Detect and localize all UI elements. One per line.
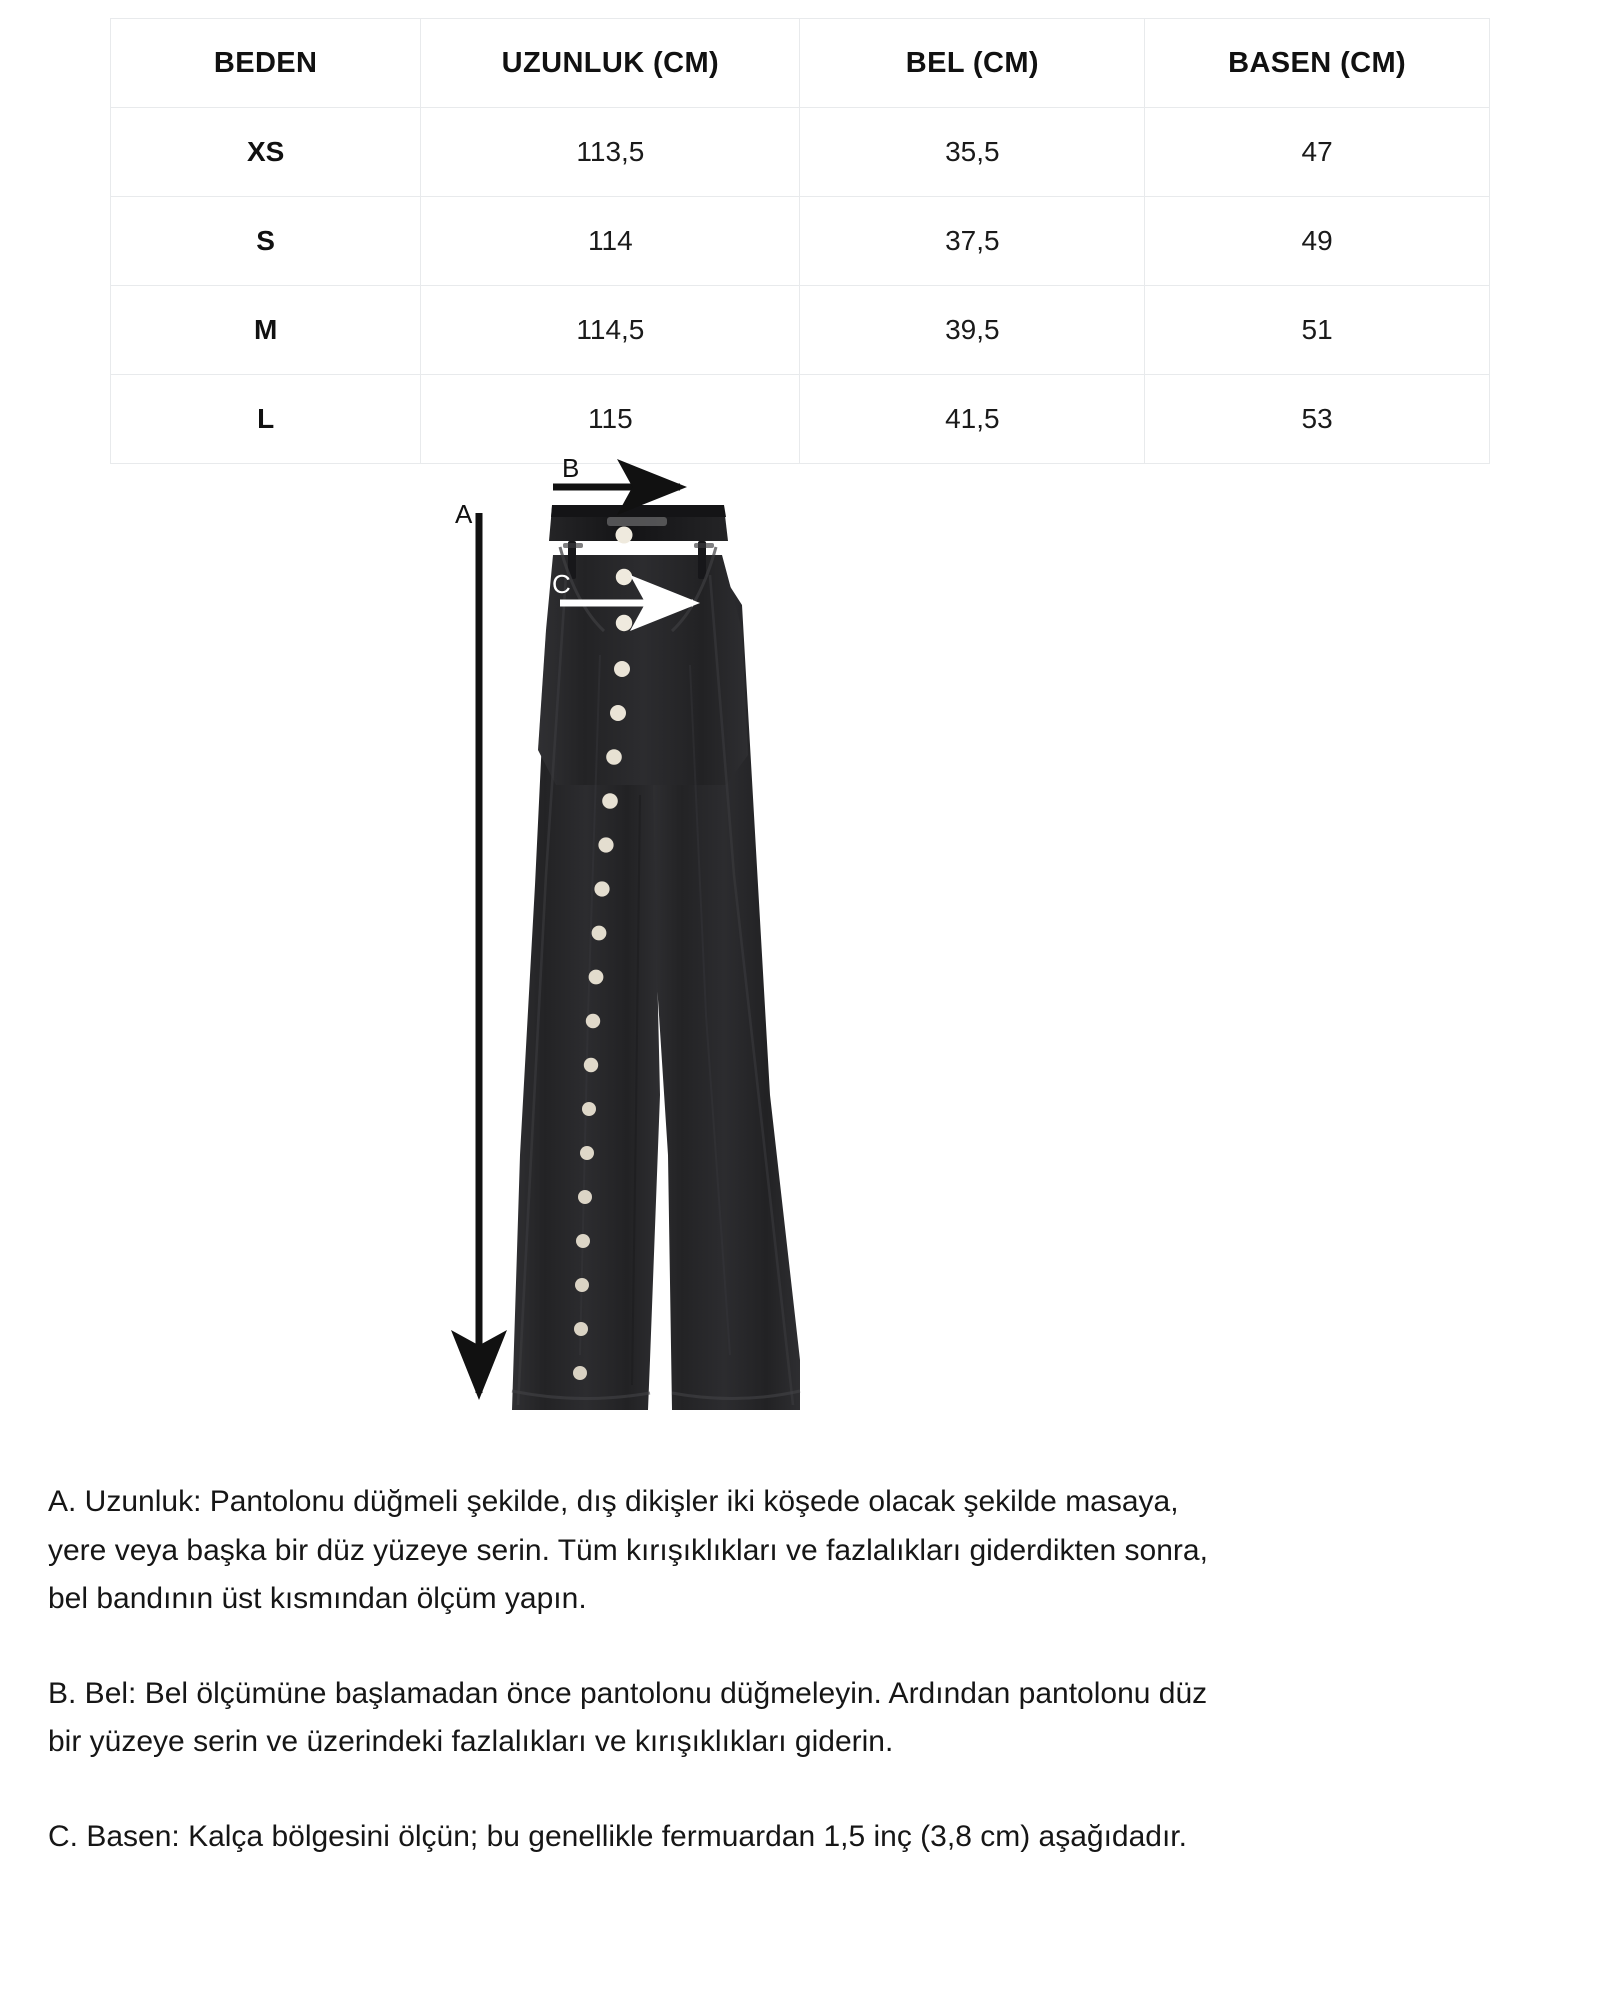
cell-waist: 41,5 [800,375,1145,464]
label-c: C [552,569,571,599]
cell-size: M [111,286,421,375]
column-header-bel: BEL (CM) [800,19,1145,108]
instruction-a: A. Uzunluk: Pantolonu düğmeli şekilde, dış dikişler iki köşede olacak şekilde masaya, yere veya başka bir düz yüzeye serin. Tüm kırışıklıkları ve fazlalıkları giderdikten sonra, bel bandının üst kısmından ölçüm yapın. [48,1485,1208,1616]
table-row [111,197,1490,286]
cell-length: 114,5 [421,286,800,375]
cell-hip: 51 [1145,286,1490,375]
cell-waist: 35,5 [800,108,1145,197]
table-header-row [111,19,1490,108]
size-chart-table-container [110,18,1490,464]
instruction-b: B. Bel: Bel ölçümüne başlamadan önce pantolonu düğmeleyin. Ardından pantolonu düz bir yüzeye serin ve üzerindeki fazlalıkları ve kırışıklıkları giderin. [48,1676,1208,1759]
cell-length: 115 [421,375,800,464]
column-header-beden: BEDEN [111,19,421,108]
cell-size: S [111,197,421,286]
measurement-diagram [0,455,1600,1465]
cell-hip: 49 [1145,197,1490,286]
cell-length: 114 [421,197,800,286]
measurement-arrow-b [553,455,680,487]
table-row [111,108,1490,197]
cell-waist: 37,5 [800,197,1145,286]
measurement-arrow-a [455,499,479,1393]
table-body [111,108,1490,464]
column-header-uzunluk: UZUNLUK (CM) [421,19,800,108]
cell-size: L [111,375,421,464]
cell-size: XS [111,108,421,197]
label-b: B [562,455,580,483]
measurement-instructions [48,1478,1238,1862]
pants-illustration [512,505,800,1410]
instruction-c: C. Basen: Kalça bölgesini ölçün; bu genellikle fermuardan 1,5 inç (3,8 cm) aşağıdadır. [48,1819,1187,1853]
cell-waist: 39,5 [800,286,1145,375]
label-a: A [455,499,473,529]
column-header-basen: BASEN (CM) [1145,19,1490,108]
cell-hip: 53 [1145,375,1490,464]
cell-length: 113,5 [421,108,800,197]
table-row [111,375,1490,464]
cell-hip: 47 [1145,108,1490,197]
table-row [111,286,1490,375]
size-chart-table [110,18,1490,464]
table-header [111,19,1490,108]
